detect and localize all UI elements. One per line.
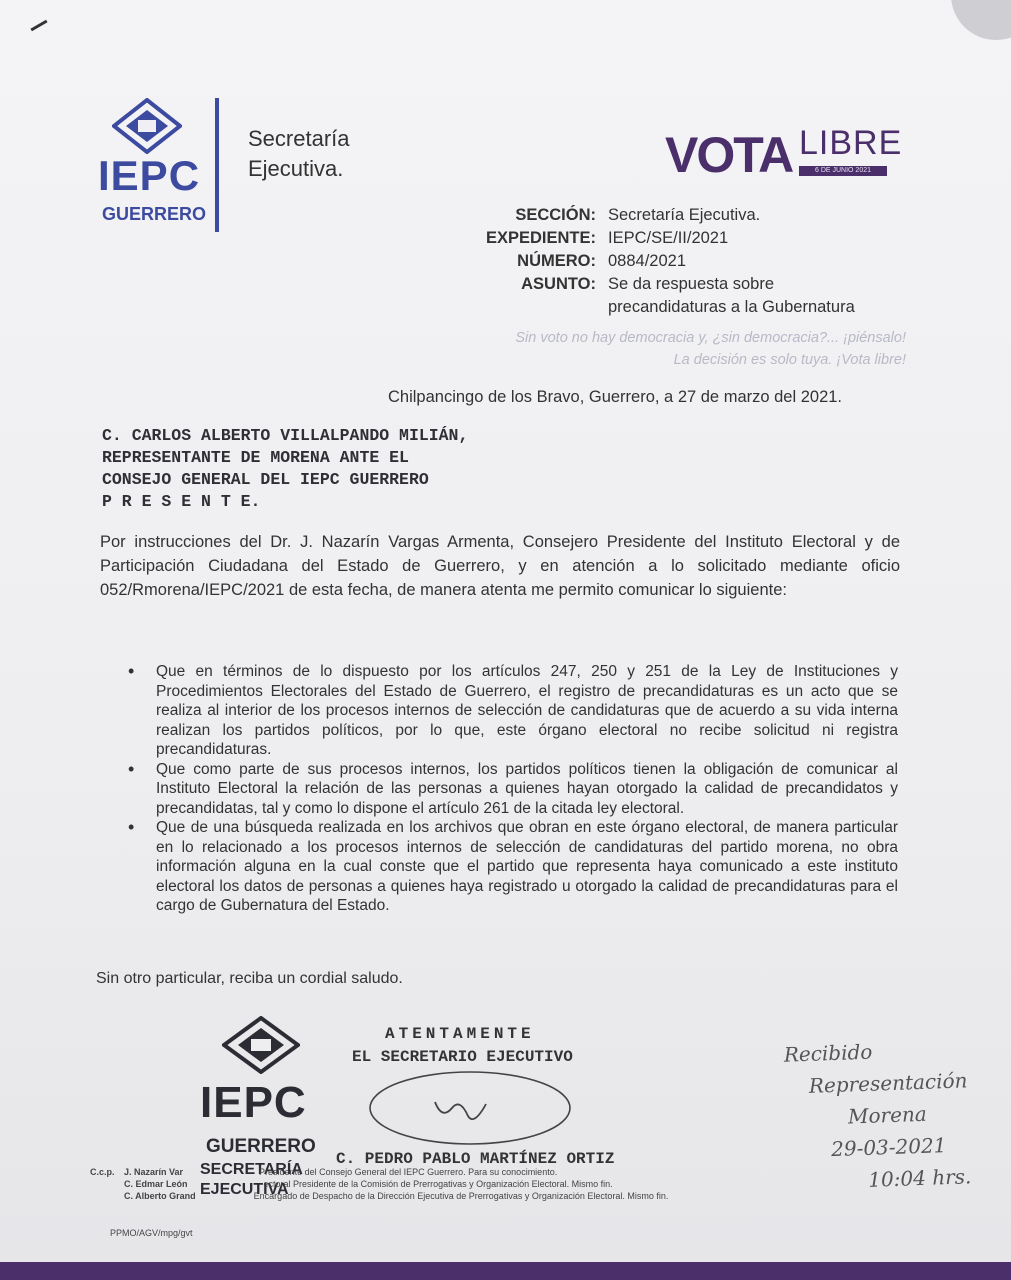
logo-acronym: IEPC	[98, 152, 201, 199]
meta-row	[470, 250, 855, 273]
iepc-logo	[98, 92, 228, 242]
vota-libre-logo	[665, 120, 903, 186]
list-item: • Que de una búsqueda realizada en los archivos que obran en este órgano electoral, de manera particular en lo relacionado a los procesos internos de selección de candidaturas del partido morena, no obra información alguna en la cual conste que el partido que representa haya comunicado a este instituto electoral los datos de personas a quienes haya registrado u otorgado la calidad de precandidaturas para el cargo de Gubernatura del Estado.	[128, 818, 898, 916]
vota-logo-main: VOTA	[665, 127, 793, 183]
meta-value: Se da respuesta sobre	[608, 275, 775, 293]
meta-label: NÚMERO:	[517, 252, 596, 270]
document-meta	[470, 204, 855, 319]
meta-row	[470, 227, 855, 250]
copy-row	[90, 1166, 830, 1178]
asunto-continuation: precandidaturas a la Gubernatura	[608, 298, 855, 316]
copy-name: C. Edmar León	[124, 1179, 188, 1189]
handwritten-line: Representación	[808, 1068, 968, 1098]
copy-text: Encargado de Despacho de la Dirección Ejecutiva de Prerrogativas y Organización Electoral. Mismo fin.	[253, 1191, 669, 1201]
reference-initials: PPMO/AGV/mpg/gvt	[110, 1228, 193, 1238]
stamp-state: GUERRERO	[206, 1136, 316, 1157]
copy-name: C. Alberto Grand	[124, 1191, 196, 1201]
meta-row	[470, 204, 855, 227]
handwritten-line: 10:04 hrs.	[867, 1164, 972, 1192]
handwritten-line: Recibido	[783, 1039, 873, 1067]
recipient-line: REPRESENTANTE DE MORENA ANTE EL	[102, 448, 409, 467]
iepc-diamond-icon	[222, 1016, 300, 1074]
motto-line: Sin voto no hay democracia y, ¿sin democracia?... ¡piénsalo!	[515, 330, 906, 346]
vota-logo-sub: LIBRE	[799, 124, 903, 162]
recipient-line: P R E S E N T E.	[102, 492, 261, 511]
pen-mark	[30, 20, 47, 32]
office-title: Secretaría Ejecutiva.	[248, 126, 350, 181]
list-item: • Que en términos de lo dispuesto por los artículos 247, 250 y 251 de la Ley de Instituciones y Procedimientos Electorales del Estado de Guerrero, el registro de precandidaturas es un acto que se realiza al interior de los procesos internos de selección de candidaturas que de acuerdo a su vida interna realizan los partidos políticos, por lo que, este órgano electoral no recibe solicitud ni registra precandidaturas.	[128, 662, 898, 760]
recipient-line: CONSEJO GENERAL DEL IEPC GUERRERO	[102, 470, 429, 489]
recipient-line: C. CARLOS ALBERTO VILLALPANDO MILIÁN,	[102, 426, 469, 445]
handwritten-receipt	[783, 1031, 998, 1198]
motto-line: La decisión es solo tuya. ¡Vota libre!	[673, 352, 906, 368]
handwritten-line: 29-03-2021	[830, 1133, 947, 1162]
copy-row	[90, 1190, 830, 1202]
signer-role: EL SECRETARIO EJECUTIVO	[352, 1048, 573, 1066]
points-list	[128, 662, 898, 916]
meta-value: 0884/2021	[608, 252, 686, 270]
vota-logo-date: 6 DE JUNIO 2021	[799, 166, 887, 176]
stamp-line: EJECUTIVA	[200, 1181, 289, 1198]
meta-value: IEPC/SE/II/2021	[608, 229, 729, 247]
copy-text: ectoral Presidente de la Comisión de Prerrogativas y Organización Electoral. Mismo fin.	[263, 1179, 613, 1189]
meta-row	[470, 273, 855, 296]
meta-row	[470, 296, 855, 319]
stamp-line: SECRETARÍA	[200, 1161, 303, 1178]
intro-paragraph: Por instrucciones del Dr. J. Nazarín Vargas Armenta, Consejero Presidente del Instituto Electoral y de Participación Ciudadana del Estado de Guerrero, y en atención a lo solicitado mediante oficio 052/Rmorena/IEPC/2021 de esta fecha, de manera atenta me permito comunicar lo siguiente:	[100, 533, 900, 599]
stamp-acronym: IEPC	[200, 1078, 307, 1127]
iepc-diamond-icon	[112, 98, 182, 154]
copy-text: Presidente del Consejo General del IEPC Guerrero. Para su conocimiento.	[259, 1167, 558, 1177]
meta-value: Secretaría Ejecutiva.	[608, 206, 761, 224]
bottom-strip	[0, 1262, 1011, 1280]
list-item: • Que como parte de sus procesos internos, los partidos políticos tienen la obligación de comunicar al Instituto Electoral la relación de las personas a quienes hayan otorgado la calidad de precandidatos y precandidatas, tal y como lo dispone el artículo 261 de la citada ley electoral.	[128, 760, 898, 819]
signer-name: C. PEDRO PABLO MARTÍNEZ ORTIZ	[336, 1150, 615, 1168]
recipient-block	[102, 425, 468, 513]
logo-state: GUERRERO	[102, 204, 207, 224]
copy-row	[90, 1178, 830, 1190]
copy-name: J. Nazarín Var	[124, 1167, 184, 1177]
meta-label: ASUNTO:	[521, 275, 596, 293]
copy-label: C.c.p.	[90, 1167, 115, 1177]
atentamente: ATENTAMENTE	[385, 1025, 535, 1043]
motto	[360, 327, 906, 371]
copy-list	[90, 1166, 830, 1202]
meta-label: SECCIÓN:	[515, 206, 596, 224]
place-date: Chilpancingo de los Bravo, Guerrero, a 27 de marzo del 2021.	[388, 388, 843, 406]
closing: Sin otro particular, reciba un cordial saludo.	[96, 970, 403, 987]
handwritten-line: Morena	[847, 1101, 928, 1129]
meta-label: EXPEDIENTE:	[485, 229, 596, 247]
logo-divider	[215, 98, 219, 232]
signature-scribble	[360, 1060, 590, 1160]
